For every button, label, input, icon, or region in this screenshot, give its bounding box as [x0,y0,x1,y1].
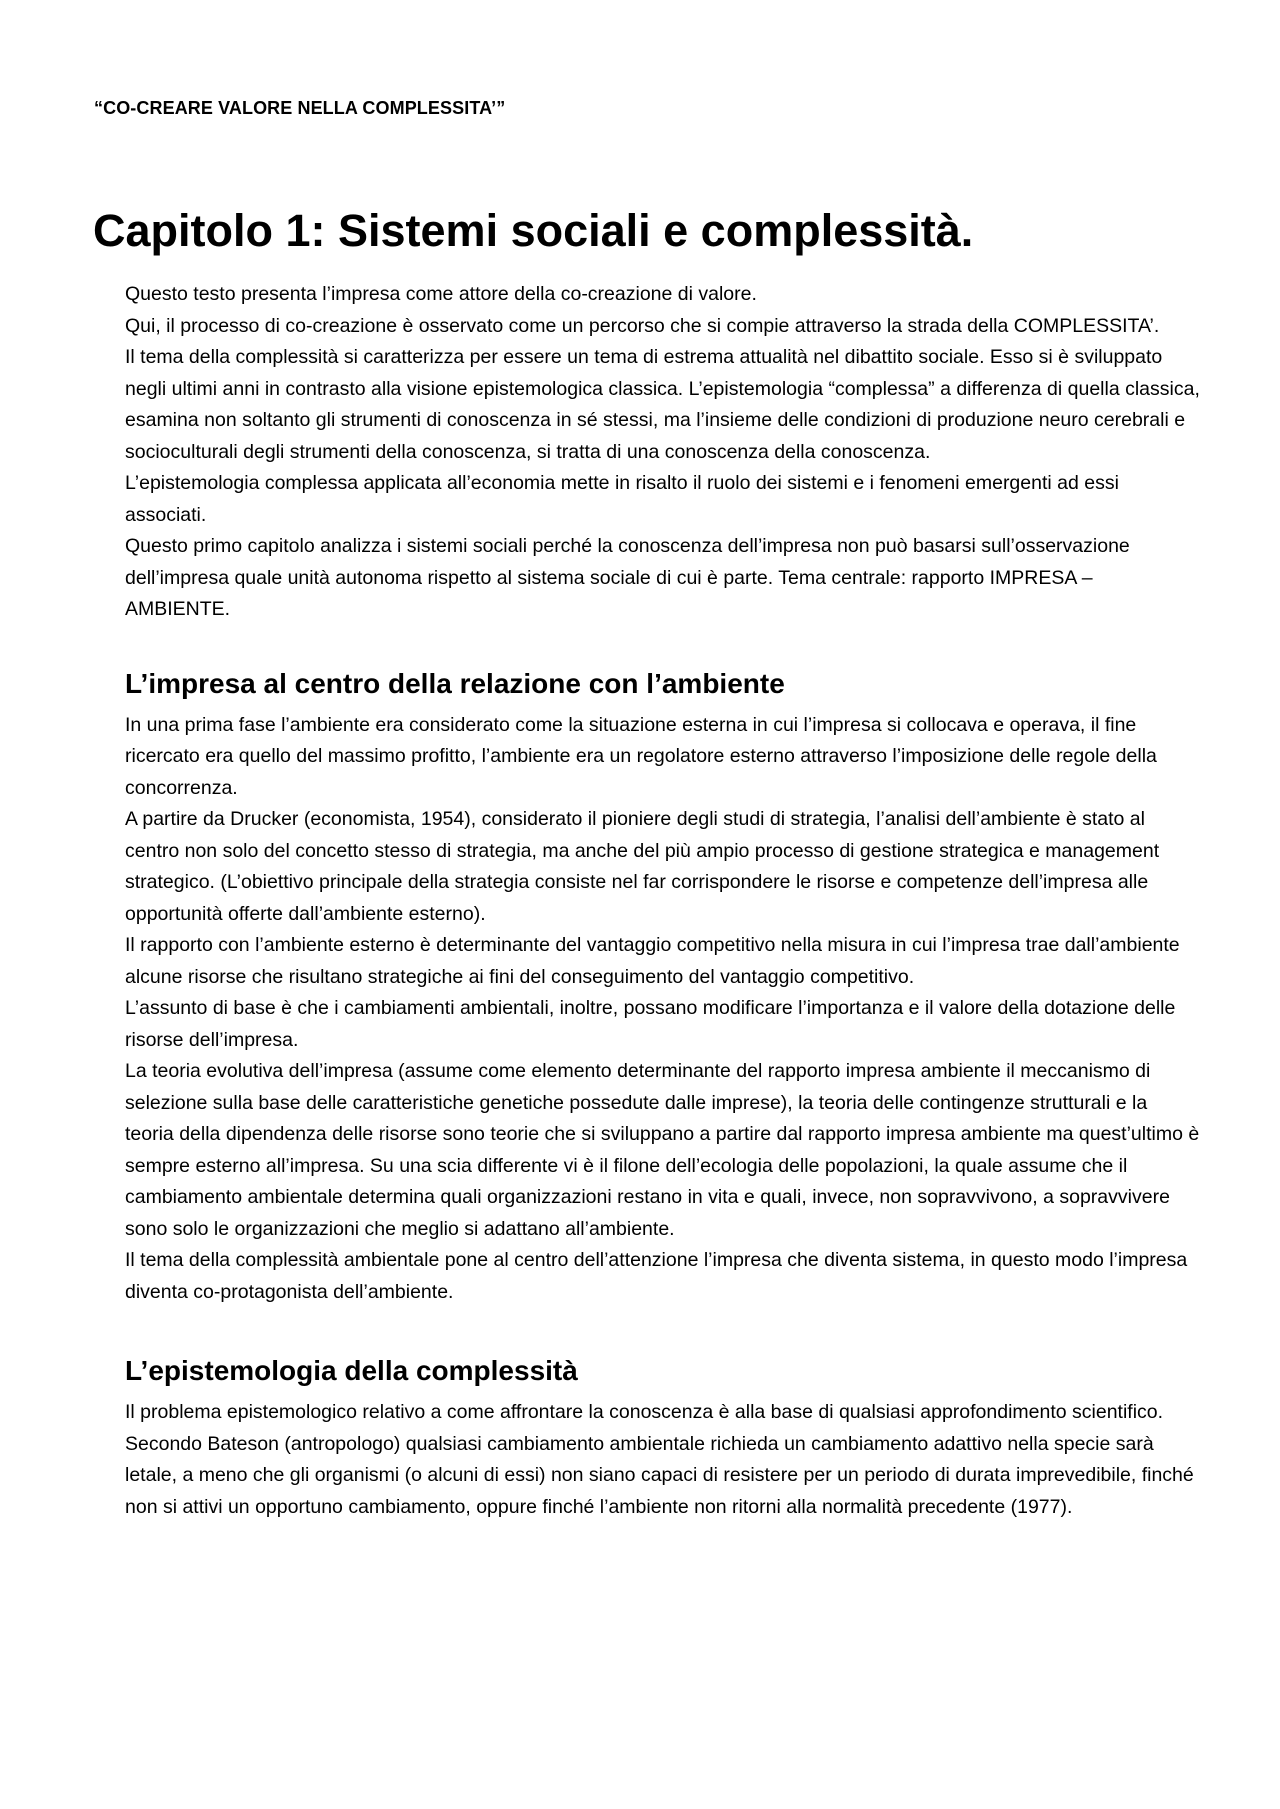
section1-paragraph-2: A partire da Drucker (economista, 1954), considerato il pioniere degli studi di strategia, l’analisi dell’ambiente è stato al centro non solo del concetto stesso di strategia, ma anche del più ampio processo di gestione strategica e management strategico. (L’obiettivo principale della strategia consiste nel far corrispondere le risorse e competenze dell’impresa alle opportunità offerte dall’ambiente esterno). [125,808,1160,925]
section1-paragraph-5: La teoria evolutiva dell’impresa (assume come elemento determinante del rapporto impresa ambiente il meccanismo di selezione sulla base delle caratteristiche genetiche possedute dalle imprese), la teoria delle contingenze strutturali e la teoria della dipendenza delle risorse sono teorie che si sviluppano a partire dal rapporto impresa ambiente ma quest’ultimo è sempre esterno all’impresa. Su una scia differente vi è il filone dell’ecologia delle popolazioni, la quale assume che il cambiamento ambientale determina quali organizzazioni restano in vita e quali, invece, non sopravvivono, a sopravvivere sono solo le organizzazioni che meglio si adattano all’ambiente. [125,1060,1200,1240]
intro-paragraph-5: Questo primo capitolo analizza i sistemi sociali perché la conoscenza dell’impresa non può basarsi sull’osservazione dell’impresa quale unità autonoma rispetto al sistema sociale di cui è parte. Tema centrale: rapporto IMPRESA – AMBIENTE. [125,535,1130,620]
section2-paragraph-2: Secondo Bateson (antropologo) qualsiasi cambiamento ambientale richieda un cambiamento adattivo nella specie sarà letale, a meno che gli organismi (o alcuni di essi) non siano capaci di resistere per un periodo di durata imprevedibile, finché non si attivi un opportuno cambiamento, oppure finché l’ambiente non ritorni alla normalità precedente (1977). [125,1432,1194,1518]
intro-paragraph-4: L’epistemologia complessa applicata all’economia mette in risalto il ruolo dei sistemi e i fenomeni emergenti ad essi associati. [125,472,1119,526]
section-heading-epistemologia: L’epistemologia della complessità [125,1355,578,1386]
section-heading-impresa-ambiente: L’impresa al centro della relazione con l’ambiente [125,667,785,699]
section2-paragraph-1: Il problema epistemologico relativo a come affrontare la conoscenza è alla base di qualsiasi approfondimento scientifico. [125,1401,1164,1423]
document-header: “CO-CREARE VALORE NELLA COMPLESSITA’” [94,98,506,118]
section1-paragraph-1: In una prima fase l’ambiente era considerato come la situazione esterna in cui l’impresa si collocava e operava, il fine ricercato era quello del massimo profitto, l’ambiente era un regolatore esterno attraverso l’imposizione delle regole della concorrenza. [125,713,1157,799]
section1-paragraph-6: Il tema della complessità ambientale pone al centro dell’attenzione l’impresa che diventa sistema, in questo modo l’impresa diventa co-protagonista dell’ambiente. [125,1249,1188,1303]
intro-paragraph-1: Questo testo presenta l’impresa come attore della co-creazione di valore. [125,283,757,305]
section1-paragraph-4: L’assunto di base è che i cambiamenti ambientali, inoltre, possano modificare l’importanza e il valore della dotazione delle risorse dell’impresa. [125,997,1176,1051]
document-body [125,279,1200,1523]
intro-paragraph-3: Il tema della complessità si caratterizza per essere un tema di estrema attualità nel dibattito sociale. Esso si è sviluppato negli ultimi anni in contrasto alla visione epistemologica classica. L’epistemologia “complessa” a differenza di quella classica, esamina non soltanto gli strumenti di conoscenza in sé stessi, ma l’insieme delle condizioni di produzione neuro cerebrali e socioculturali degli strumenti della conoscenza, si tratta di una conoscenza della conoscenza. [125,346,1200,463]
intro-paragraph-2: Qui, il processo di co-creazione è osservato come un percorso che si compie attraverso la strada della COMPLESSITA’. [125,314,1160,337]
section1-paragraph-3: Il rapporto con l’ambiente esterno è determinante del vantaggio competitivo nella misura in cui l’impresa trae dall’ambiente alcune risorse che risultano strategiche ai fini del conseguimento del vantaggio competitivo. [125,934,1180,988]
chapter-title: Capitolo 1: Sistemi sociali e complessità. [93,205,974,256]
